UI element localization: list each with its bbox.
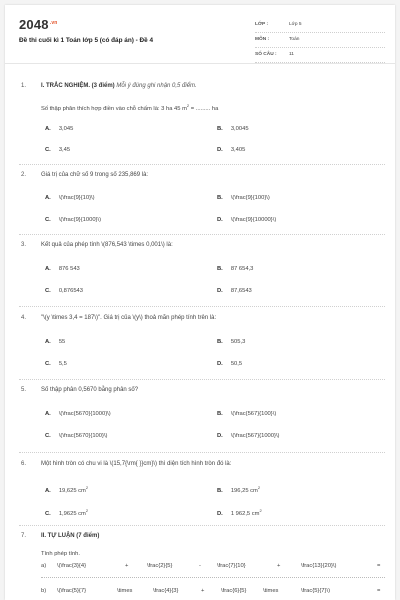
question-number: 3. [21,242,27,248]
question-number: 7. [21,533,27,539]
option-c[interactable] [45,361,67,370]
logo-suffix: .vn [49,19,58,26]
option-text: 505,3 [230,339,246,345]
expr-term: \frac{4}{3} [153,588,179,594]
option-text: 87,6543 [230,288,252,294]
section-title: I. TRẮC NGHIỆM. (3 điểm) [41,83,115,89]
expr-term: \(\frac{3}{4} [57,563,87,569]
meta-value: Lớp 5 [289,22,302,27]
exam-meta [255,18,385,63]
option-letter: B. [217,195,223,201]
expr-op: = [377,563,381,569]
meta-row-subject [255,33,385,48]
option-letter: B. [217,266,223,272]
exam-header [5,5,395,64]
option-text: 876 543 [58,266,80,272]
option-text: \(\frac{9}{10000}\) [230,217,277,223]
question-number: 6. [21,461,27,467]
option-b[interactable] [217,411,276,420]
question-3 [19,242,385,294]
option-a[interactable] [45,485,88,494]
divider [19,234,385,235]
question-5 [19,387,385,439]
option-letter: C. [45,433,51,439]
option-b[interactable] [217,485,260,494]
question-text [41,533,99,539]
expr-op: \times [263,588,279,594]
option-text: 1,9625 cm [58,510,86,517]
meta-value: Toán [289,37,300,42]
option-d[interactable] [217,217,276,226]
option-letter: D. [217,433,223,439]
option-a[interactable] [45,411,111,420]
option-text: 19,625 cm [58,487,86,494]
row-label: b) [41,588,47,594]
option-letter: A. [45,487,51,494]
option-c[interactable] [45,217,101,226]
option-a[interactable] [45,339,65,348]
question-text: Số thập phân 0,5670 bằng phân số? [41,387,139,393]
superscript: 2 [257,485,261,490]
expr-op: - [199,563,201,569]
option-b[interactable] [217,195,270,204]
option-d[interactable] [217,147,245,156]
superscript: 2 [85,508,89,513]
answer-line [41,577,385,578]
option-d[interactable] [217,288,252,297]
expr-op: + [277,563,281,569]
option-text: 3,045 [58,126,74,132]
option-letter: D. [217,217,223,223]
option-c[interactable] [45,433,107,442]
expr-term: \frac{2}{5} [147,563,173,569]
option-c[interactable] [45,508,88,517]
question-1 [19,83,385,153]
option-letter: D. [217,361,223,367]
expr-term: \frac{13}{20}\) [301,563,337,569]
option-d[interactable] [217,508,262,517]
question-4 [19,315,385,367]
section-title: II. TỰ LUẬN (7 điểm) [41,533,100,539]
option-text: 3,45 [58,147,71,153]
option-letter: C. [45,217,51,223]
option-letter: A. [45,411,51,417]
divider [19,164,385,165]
option-text: \(\frac{9}{100}\) [230,195,270,201]
superscript: 2 [186,103,190,108]
question-subtext: Tính phép tính. [41,551,80,557]
option-text: 0,876543 [58,288,83,294]
question-text: "\(y \times 3,4 = 187\)". Giá trị của \(y\) thoả mãn phép tính trên là: [41,315,217,321]
option-letter: B. [217,487,223,494]
option-b[interactable] [217,126,249,135]
expr-term: \frac{7}{10} [217,563,246,569]
divider [19,525,385,526]
option-letter: C. [45,510,51,517]
expr-op: = [377,588,381,594]
option-letter: B. [217,126,223,132]
question-number: 5. [21,387,27,393]
exam-title: Đề thi cuối kì 1 Toán lớp 5 (có đáp án) - Đề 4 [19,37,154,44]
option-text: 3,0045 [230,126,249,132]
option-c[interactable] [45,288,83,297]
meta-label: SỐ CÂU : [255,52,277,57]
option-text: \(\frac{5670}{1000}\) [58,411,111,417]
option-text: 196,25 cm [230,487,258,494]
option-letter: A. [45,339,51,345]
subtext-part: Số thập phân thích hợp điền vào chỗ chấm là: 3 ha 45 m [41,105,187,112]
option-letter: A. [45,266,51,272]
question-subtext [41,103,218,112]
option-letter: B. [217,411,223,417]
question-text: Một hình tròn có chu vi là \(15,7{\rm{ }}cm}\) thì diện tích hình tròn đó là: [41,461,232,467]
question-text: Kết quả của phép tính \(876,543 \times 0,001\) là: [41,242,173,248]
logo-text: 2048 [19,17,49,32]
question-number: 2. [21,172,27,178]
meta-value: 11 [289,52,294,57]
superscript: 2 [85,485,89,490]
section-note: Mỗi ý đúng ghi nhận 0,5 điểm. [114,83,197,89]
option-text: 87 654,3 [230,266,254,272]
option-letter: C. [45,288,51,294]
expr-term: \frac{6}{5} [221,588,247,594]
question-number: 4. [21,315,27,321]
meta-row-class [255,18,385,33]
option-text: 55 [58,339,66,345]
question-text: Giá trị của chữ số 9 trong số 235,869 là: [41,172,149,178]
meta-row-count [255,48,385,63]
divider [19,306,385,307]
option-text: \(\frac{9}{10}\) [58,195,95,201]
option-d[interactable] [217,433,279,442]
option-letter: A. [45,126,51,132]
option-letter: A. [45,195,51,201]
expr-op: \times [117,588,133,594]
option-b[interactable] [217,339,245,348]
question-2 [19,172,385,223]
row-label: a) [41,563,47,569]
option-text: \(\frac{9}{1000}\) [58,217,102,223]
option-text: \(\frac{567}{100}\) [230,411,277,417]
option-d[interactable] [217,361,242,370]
option-a[interactable] [45,195,95,204]
expr-op: + [125,563,129,569]
option-text: 5,5 [58,361,67,367]
option-letter: D. [217,147,223,153]
option-b[interactable] [217,266,253,275]
question-7 [19,533,385,594]
expr-term: \(\frac{5}{7} [57,588,87,594]
option-letter: B. [217,339,223,345]
option-a[interactable] [45,266,80,275]
option-letter: C. [45,147,51,153]
divider [19,452,385,453]
option-a[interactable] [45,126,73,135]
question-6 [19,461,385,517]
option-text: 3,405 [230,147,246,153]
option-letter: D. [217,510,223,517]
option-letter: C. [45,361,51,367]
option-text: \(\frac{567}{1000}\) [230,433,280,439]
site-logo[interactable] [19,17,58,32]
question-text [41,83,197,89]
expr-term: \frac{5}{7}\) [301,588,331,594]
exam-page [5,5,395,600]
question-number: 1. [21,83,27,89]
option-c[interactable] [45,147,70,156]
divider [19,379,385,380]
superscript: 2 [259,508,262,513]
option-text: 1 962,5 cm [230,510,260,517]
subtext-part: = ......... ha [189,105,219,112]
option-letter: D. [217,288,223,294]
option-text: \(\frac{5670}{100}\) [58,433,108,439]
expr-op: + [201,588,205,594]
meta-label: MÔN : [255,37,270,42]
option-text: 50,5 [230,361,243,367]
meta-label: LỚP : [255,22,269,27]
